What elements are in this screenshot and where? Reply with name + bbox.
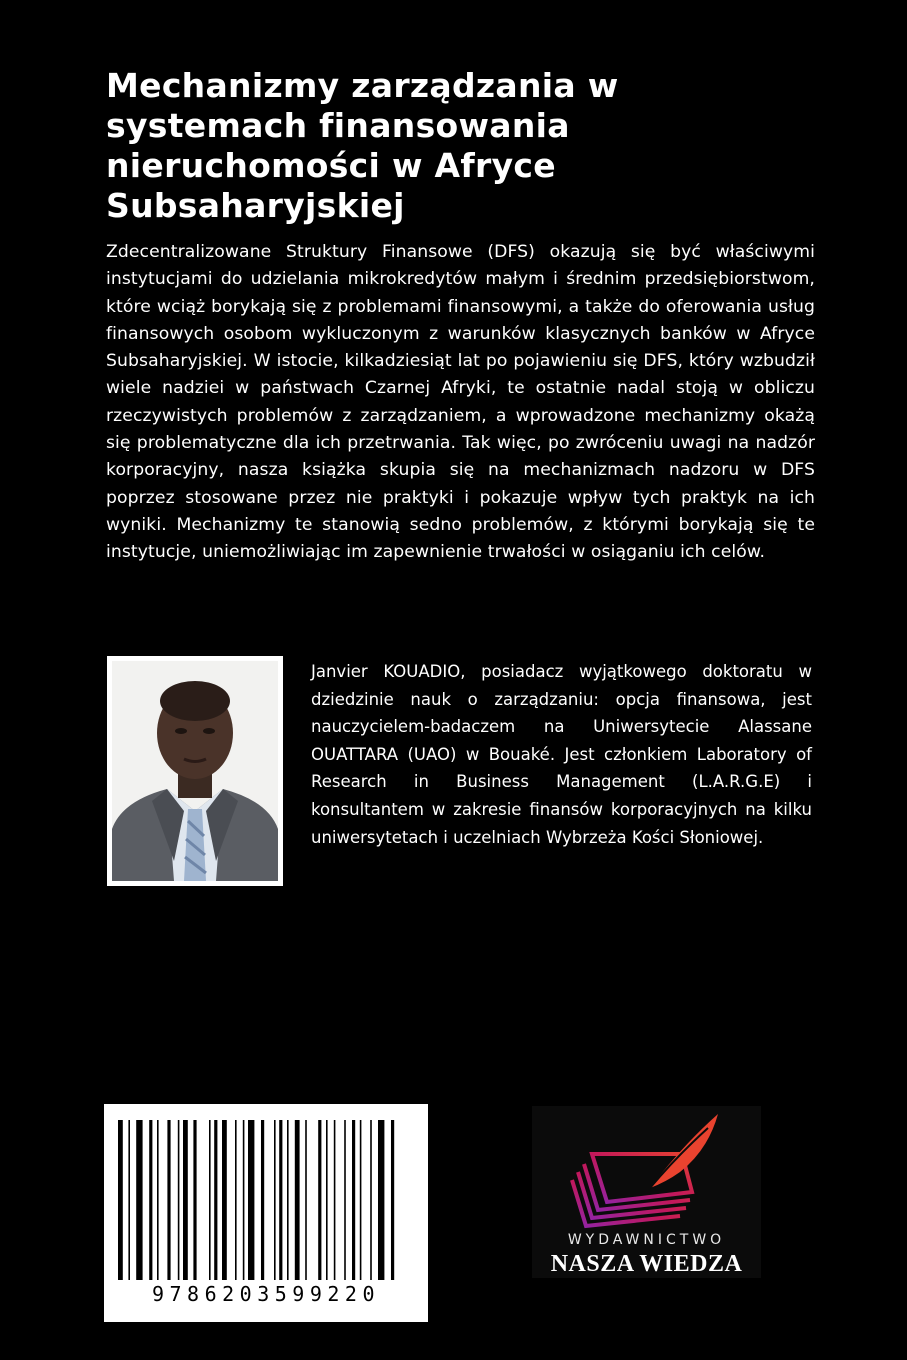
barcode-bar	[209, 1120, 211, 1280]
barcode-bar	[136, 1120, 142, 1280]
publisher-label: WYDAWNICTWO	[567, 1232, 726, 1248]
isbn-number: 9786203599220	[151, 1282, 381, 1306]
barcode-bar	[344, 1120, 346, 1280]
barcode-bar	[305, 1120, 307, 1280]
barcode-bar	[274, 1120, 276, 1280]
publisher-logo	[532, 1106, 761, 1278]
barcode-bar	[178, 1120, 180, 1280]
barcode-bar	[183, 1120, 188, 1280]
barcode-bar	[128, 1120, 130, 1280]
barcode-bar	[391, 1120, 394, 1280]
book-description: Zdecentralizowane Struktury Finansowe (DFS) okazują się być właściwymi instytucjami do udzielania mikrokredytów małym i średnim przedsiębiorstwom, które wciąż borykają się z problemami finansowymi, a także do oferowania usług finansowych osobom wykluczonym z warunków klasycznych banków w Afryce Subsaharyjskiej. W istocie, kilkadziesiąt lat po pojawieniu się DFS, który wzbudził wiele nadziei w państwach Czarnej Afryki, te ostatnie nadal stoją w obliczu rzeczywistych problemów z zarządzaniem, a wprowadzone mechanizmy okażą się problematyczne dla ich przetrwania. Tak więc, po zwróceniu uwagi na nadzór korporacyjny, nasza książka skupia się na mechanizmach nadzoru w DFS poprzez stosowane przez nie praktyki i pokazuje wpływ tych praktyk na ich wyniki. Mechanizmy te stanowią sedno problemów, z którymi borykają się te instytucje, uniemożliwiając im zapewnienie trwałości w osiąganiu ich celów.	[106, 242, 815, 563]
barcode-bar	[261, 1120, 264, 1280]
barcode-bar	[157, 1120, 159, 1280]
barcode-bar	[370, 1120, 372, 1280]
barcode-bar	[118, 1120, 123, 1280]
isbn-barcode	[104, 1104, 428, 1322]
barcode-bar	[214, 1120, 217, 1280]
barcode-bar	[248, 1120, 254, 1280]
barcode-bar	[326, 1120, 328, 1280]
barcode-bar	[193, 1120, 196, 1280]
barcode-bar	[360, 1120, 362, 1280]
author-portrait-image	[112, 661, 278, 881]
barcode-bar	[318, 1120, 321, 1280]
barcode-bar	[243, 1120, 245, 1280]
publisher-name: NASZA WIEDZA	[550, 1251, 743, 1277]
barcode-bar	[378, 1120, 384, 1280]
barcode-bar	[167, 1120, 170, 1280]
barcode-bar	[287, 1120, 289, 1280]
barcode-bar	[352, 1120, 355, 1280]
barcode-bar	[279, 1120, 282, 1280]
book-title: Mechanizmy zarządzania w systemach finansowania nieruchomości w Afryce Subsaharyjskiej	[106, 66, 619, 225]
author-bio: Janvier KOUADIO, posiadacz wyjątkowego doktoratu w dziedzinie nauk o zarządzaniu: opcja finansowa, jest nauczycielem-badaczem na Uniwersytecie Alassane OUATTARA (UAO) w Bouaké. Jest członkiem Laboratory of Research in Business Management (L.A.R.G.E) i konsultantem w zakresie finansów korporacyjnych na kilku uniwersytetach i uczelniach Wybrzeża Kości Słoniowej.	[311, 662, 812, 847]
barcode-bar	[295, 1120, 300, 1280]
barcode-bar	[235, 1120, 237, 1280]
barcode-bar	[149, 1120, 152, 1280]
barcode-bar	[222, 1120, 227, 1280]
author-photo	[107, 656, 283, 886]
barcode-bar	[334, 1120, 336, 1280]
